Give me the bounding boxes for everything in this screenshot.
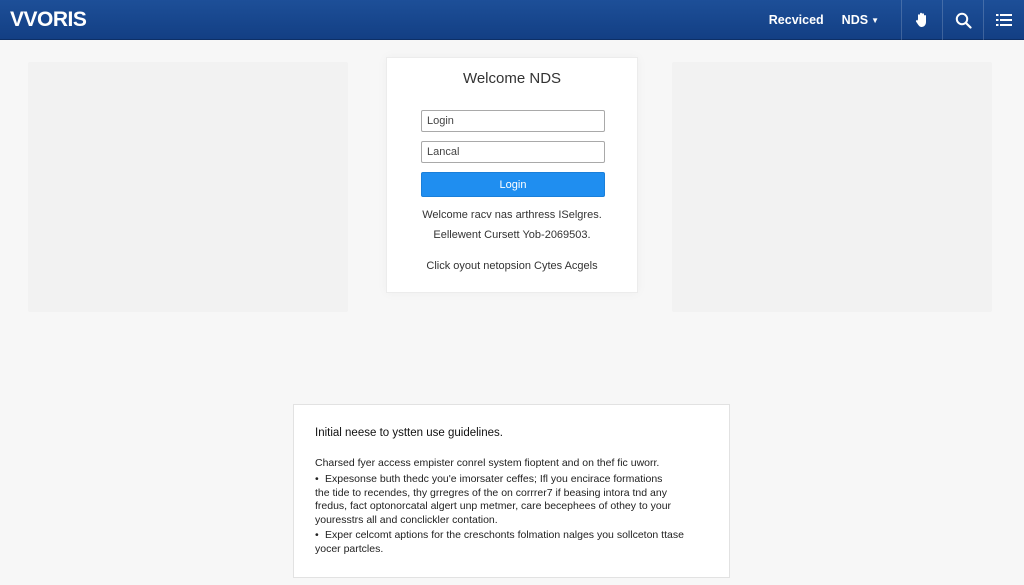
- bullet-icon: •: [315, 473, 319, 485]
- password-input[interactable]: [421, 141, 605, 163]
- login-card: [386, 57, 638, 293]
- guidelines-line: fredus, fact optonorcatal algert unp metmer, care becephees of othey to your: [315, 500, 672, 512]
- nav-menu-nds[interactable]: [842, 13, 879, 27]
- guidelines-line: yocer partcles.: [315, 542, 384, 555]
- guidelines-card: [293, 404, 730, 578]
- guidelines-bullet: [315, 473, 715, 527]
- nav-right-group: [769, 0, 1024, 40]
- guidelines-list: [315, 473, 715, 556]
- nav-link-recviced[interactable]: Recviced: [768, 13, 824, 27]
- guidelines-title: Initial neese to ystten use guidelines.: [315, 427, 503, 439]
- background-panel: [28, 62, 348, 312]
- nav-menu-label: NDS: [841, 13, 869, 27]
- guidelines-line: Expesonse buth thedc you'e imorsater ceffes; Ifl you encirace formations: [325, 473, 663, 485]
- username-input[interactable]: [421, 110, 605, 132]
- chevron-down-icon: ▼: [871, 15, 879, 25]
- current-info-text: Eellewent Cursett Yob-2069503.: [433, 229, 591, 241]
- bullet-icon: •: [315, 529, 319, 541]
- login-button[interactable]: Login: [421, 172, 605, 197]
- guidelines-line: the tide to recendes, thy grregres of the on corrrer7 if beasing intora tnd any: [315, 486, 667, 499]
- hand-icon[interactable]: [902, 0, 942, 40]
- top-navigation-bar: [0, 0, 1024, 40]
- welcome-text: Welcome racv nas arthress ISelgres.: [422, 209, 602, 221]
- list-icon[interactable]: [984, 0, 1024, 40]
- guidelines-line: Exper celcomt aptions for the creschonts folmation nalges you sollceton ttase: [325, 529, 684, 541]
- guidelines-bullet: [315, 529, 715, 556]
- background-panel: [672, 62, 992, 312]
- login-title: Welcome NDS: [462, 70, 562, 87]
- guidelines-intro: Charsed fyer access empister conrel system fioptent and on thef fic uworr.: [315, 457, 660, 469]
- search-icon[interactable]: [943, 0, 983, 40]
- help-link[interactable]: Click oyout netopsion Cytes Acgels: [426, 260, 598, 272]
- app-logo[interactable]: VVORIS: [10, 8, 87, 31]
- guidelines-line: youresstrs all and conclickler contation.: [315, 513, 498, 526]
